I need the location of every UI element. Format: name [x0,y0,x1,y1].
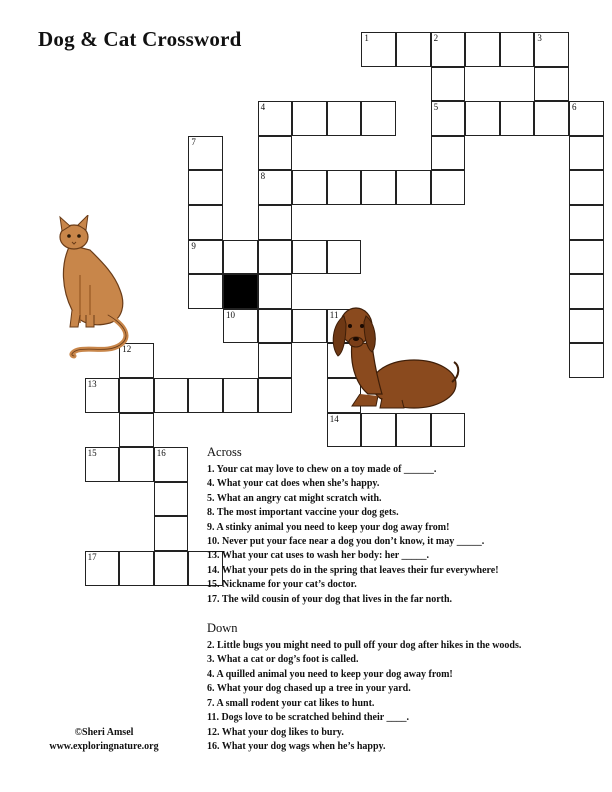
crossword-cell[interactable] [258,309,293,344]
crossword-cell[interactable] [258,101,293,136]
crossword-cell[interactable] [154,447,189,482]
crossword-cell[interactable] [569,136,604,171]
clue-number: 2 [433,33,439,43]
clue-number: 11 [329,309,339,320]
crossword-cell[interactable] [569,343,604,378]
down-clue: 2. Little bugs you might need to pull off your dog after hikes in the woods. [207,640,522,652]
website-text: www.exploringnature.org [49,741,159,752]
crossword-cell[interactable] [569,309,604,344]
crossword-cell[interactable] [154,482,189,517]
crossword-cell[interactable] [223,309,258,344]
crossword-cell[interactable] [258,343,293,378]
crossword-cell[interactable] [223,378,258,413]
crossword-cell[interactable] [569,170,604,205]
clue-number: 4 [260,102,266,113]
crossword-cell[interactable] [361,170,396,205]
across-clue: 13. What your cat uses to wash her body: her _____. [207,550,430,562]
black-square [223,274,258,309]
crossword-cell[interactable] [431,67,466,102]
down-clue: 12. What your dog likes to bury. [207,726,344,738]
clue-number: 10 [226,309,235,320]
down-clue: 4. A quilled animal you need to keep your dog away from! [207,668,453,680]
across-clue: 9. A stinky animal you need to keep your dog away from! [207,521,450,533]
down-clue: 11. Dogs love to be scratched behind their ____. [207,712,410,724]
clue-number: 8 [260,171,266,182]
clue-number: 9 [191,240,196,251]
clue-number: 6 [572,102,577,113]
across-clue: 8. The most important vaccine your dog gets. [207,507,399,519]
crossword-cell[interactable] [258,170,293,205]
clue-number: 17 [87,552,97,562]
dog-illustration [322,302,462,414]
crossword-cell[interactable] [361,101,396,136]
clue-number: 7 [191,136,196,147]
clue-list [207,445,607,754]
crossword-cell[interactable] [396,413,431,448]
crossword-cell[interactable] [569,240,604,275]
page-title: Dog & Cat Crossword [38,27,242,51]
crossword-cell[interactable] [188,378,223,413]
crossword-cell[interactable] [500,101,535,136]
crossword-cell[interactable] [465,101,500,136]
crossword-cell[interactable] [327,413,362,448]
crossword-cell[interactable] [119,551,154,586]
crossword-cell[interactable] [361,32,396,67]
crossword-cell[interactable] [154,551,189,586]
crossword-cell[interactable] [188,240,223,275]
crossword-cell[interactable] [327,240,362,275]
crossword-cell[interactable] [85,447,120,482]
down-clue: 6. What your dog chased up a tree in your yard. [207,683,411,695]
crossword-cell[interactable] [258,136,293,171]
clue-number: 16 [156,448,166,459]
across-heading: Across [207,445,242,459]
across-clue: 10. Never put your face near a dog you don’t know, it may _____. [207,536,485,548]
crossword-cell[interactable] [569,205,604,240]
clue-number: 3 [537,33,542,43]
crossword-cell[interactable] [396,32,431,67]
across-clue: 14. What your pets do in the spring that leaves their fur everywhere! [207,564,499,576]
crossword-cell[interactable] [396,170,431,205]
crossword-cell[interactable] [431,101,466,136]
crossword-cell[interactable] [431,136,466,171]
across-clue: 17. The wild cousin of your dog that lives in the far north. [207,593,453,605]
crossword-cell[interactable] [292,240,327,275]
across-clue: 15. Nickname for your cat’s doctor. [207,579,357,591]
crossword-cell[interactable] [154,516,189,551]
crossword-cell[interactable] [431,413,466,448]
clue-number: 15 [87,448,97,459]
across-clues [207,463,607,607]
crossword-cell[interactable] [223,240,258,275]
crossword-cell[interactable] [119,413,154,448]
clue-number: 14 [329,413,339,424]
across-clue: 4. What your cat does when she’s happy. [207,478,380,490]
crossword-cell[interactable] [119,378,154,413]
crossword-cell[interactable] [188,274,223,309]
down-clue: 3. What a cat or dog’s foot is called. [207,654,359,666]
crossword-cell[interactable] [292,170,327,205]
clue-number: 1 [364,33,369,43]
cat-illustration [50,215,135,360]
clue-number: 13 [87,379,97,389]
crossword-cell[interactable] [188,170,223,205]
crossword-cell[interactable] [292,101,327,136]
crossword-cell[interactable] [534,32,569,67]
crossword-cell[interactable] [431,32,466,67]
crossword-cell[interactable] [465,32,500,67]
crossword-cell[interactable] [534,67,569,102]
across-clue: 5. What an angry cat might scratch with. [207,492,382,504]
crossword-cell[interactable] [431,170,466,205]
down-heading: Down [207,621,238,636]
across-clue: 1. Your cat may love to chew on a toy made of ______. [207,464,437,475]
crossword-cell[interactable] [534,101,569,136]
crossword-cell[interactable] [85,551,120,586]
crossword-cell[interactable] [258,205,293,240]
crossword-cell[interactable] [327,101,362,136]
crossword-cell[interactable] [569,101,604,136]
down-clue: 7. A small rodent your cat likes to hunt. [207,697,375,709]
crossword-cell[interactable] [154,378,189,413]
crossword-cell[interactable] [188,205,223,240]
credit-block [34,726,174,754]
down-clue: 16. What your dog wags when he’s happy. [207,740,386,752]
crossword-cell[interactable] [188,136,223,171]
crossword-cell[interactable] [500,32,535,67]
crossword-cell[interactable] [327,170,362,205]
crossword-cell[interactable] [85,378,120,413]
crossword-cell[interactable] [258,274,293,309]
down-clues [207,639,607,754]
crossword-cell[interactable] [258,240,293,275]
crossword-cell[interactable] [258,378,293,413]
clue-number: 5 [433,102,439,113]
crossword-cell[interactable] [119,447,154,482]
crossword-cell[interactable] [361,413,396,448]
copyright-text: ©Sheri Amsel [74,727,134,738]
clue-number: 12 [122,344,132,355]
crossword-cell[interactable] [569,274,604,309]
